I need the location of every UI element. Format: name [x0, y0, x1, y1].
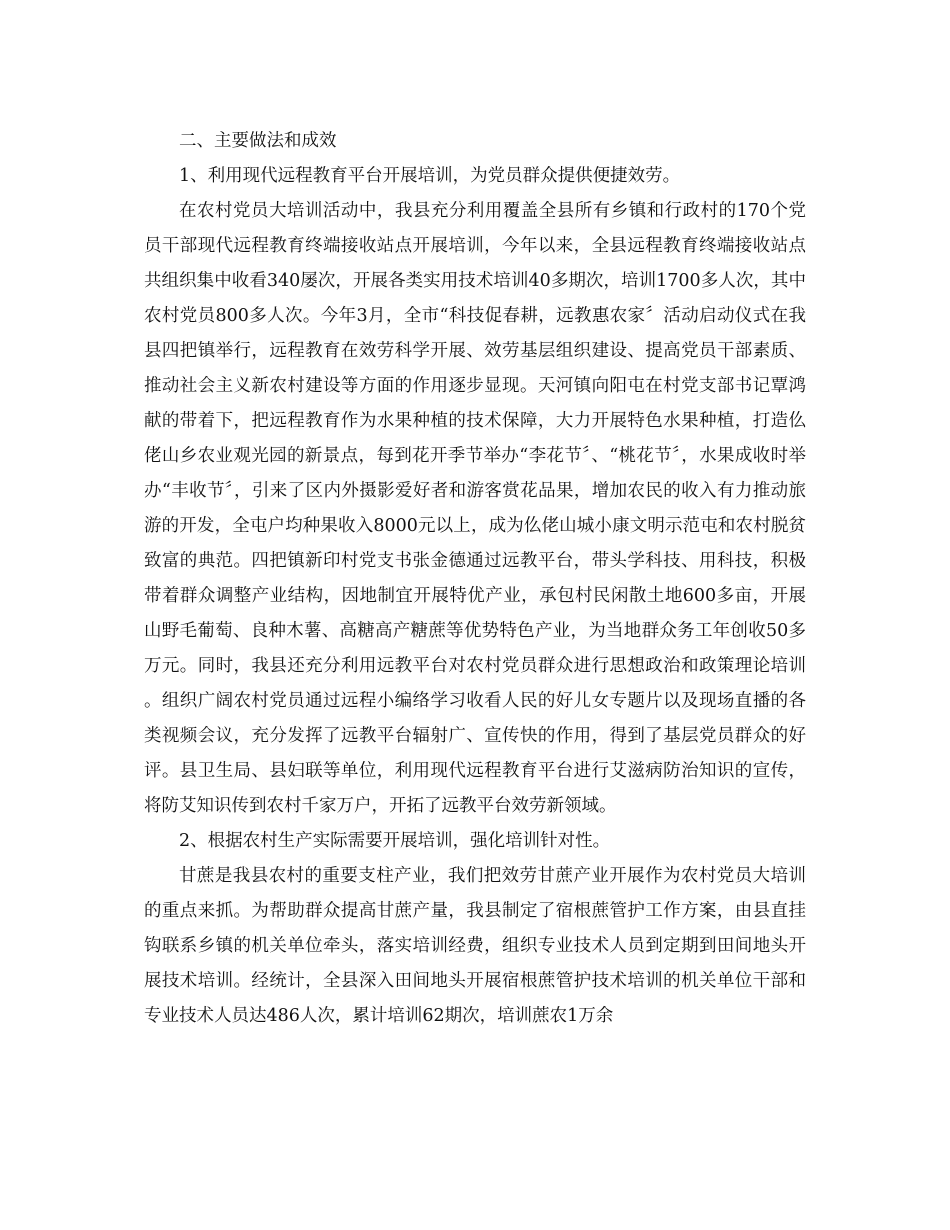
item-1-heading: 1、利用现代远程教育平台开展培训，为党员群众提供便捷效劳。 [179, 166, 681, 186]
item-2-paragraph: 甘蔗是我县农村的重要支柱产业，我们把效劳甘蔗产业开展作为农村党员大培训的重点来抓。为帮助群众提高甘蔗产量，我县制定了宿根蔗管护工作方案，由县直挂钩联系乡镇的机关单位牵头，落实培训经费，组织专业技术人员到定期到田间地头开展技术培训。经统计，全县深入田间地头开展宿根蔗管护技术培训的机关单位干部和专业技术人员达486人次，累计培训62期次，培训蔗农1万余 [144, 866, 806, 1026]
document-body [144, 124, 806, 1034]
item-2-heading: 2、根据农村生产实际需要开展培训，强化培训针对性。 [179, 831, 611, 851]
section-heading: 二、主要做法和成效 [179, 131, 337, 151]
item-1-paragraph: 在农村党员大培训活动中，我县充分利用覆盖全县所有乡镇和行政村的170个党员干部现代远程教育终端接收站点开展培训，今年以来，全县远程教育终端接收站点共组织集中收看340屡次，开展各类实用技术培训40多期次，培训1700多人次，其中农村党员800多人次。今年3月，全市“科技促春耕，远教惠农家〞活动启动仪式在我县四把镇举行，远程教育在效劳科学开展、效劳基层组织建设、提高党员干部素质、推动社会主义新农村建设等方面的作用逐步显现。天河镇向阳屯在村党支部书记覃鸿献的带着下，把远程教育作为水果种植的技术保障，大力开展特色水果种植，打造仫佬山乡农业观光园的新景点，每到花开季节举办“李花节〞、“桃花节〞，水果成收时举办“丰收节〞，引来了区内外摄影爱好者和游客赏花品果，增加农民的收入有力推动旅游的开发，全屯户均种果收入8000元以上，成为仫佬山城小康文明示范屯和农村脱贫致富的典范。四把镇新印村党支书张金德通过远教平台，带头学科技、用科技，积极带着群众调整产业结构，因地制宜开展特优产业，承包村民闲散土地600多亩，开展山野毛葡萄、良种木薯、高糖高产糖蔗等优势特色产业，为当地群众务工年创收50多万元。同时，我县还充分利用远教平台对农村党员群众进行思想政治和政策理论培训。组织广阔农村党员通过远程小编络学习收看人民的好儿女专题片以及现场直播的各类视频会议，充分发挥了远教平台辐射广、宣传快的作用，得到了基层党员群众的好评。县卫生局、县妇联等单位，利用现代远程教育平台进行艾滋病防治知识的宣传，将防艾知识传到农村千家万户，开拓了远教平台效劳新领域。 [144, 201, 806, 816]
